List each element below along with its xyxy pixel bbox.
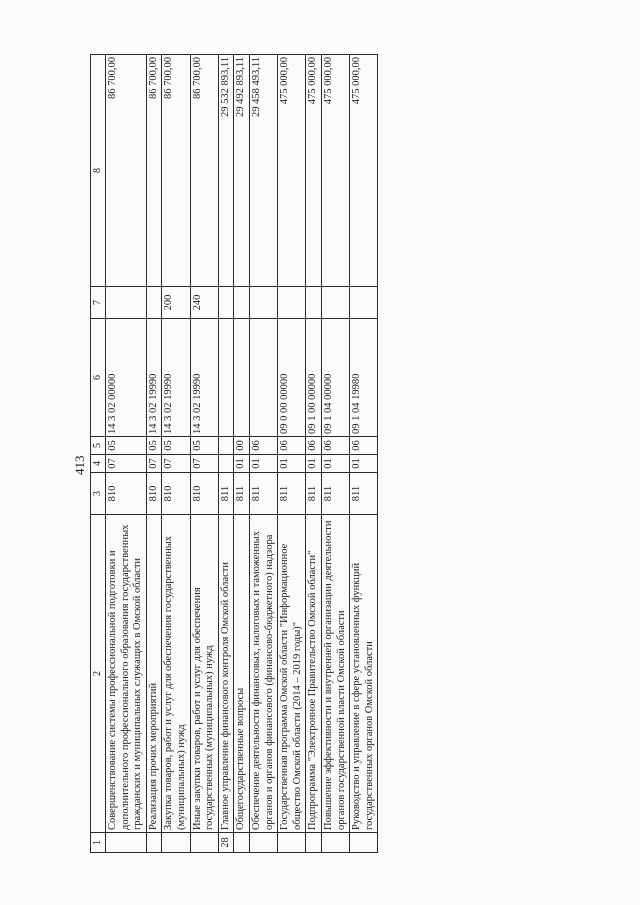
- cell-c4: 01: [234, 455, 250, 473]
- cell-c7: [321, 287, 349, 319]
- cell-c7: [106, 287, 147, 319]
- table-row: [321, 55, 349, 853]
- table-row: [106, 55, 147, 853]
- cell-c3: 810: [106, 473, 147, 515]
- cell-num: [146, 833, 162, 853]
- cell-name: Обеспечение деятельности финансовых, налоговых и таможенных органов и органов финансового (финансово-бюджетного) надзора: [249, 515, 277, 833]
- cell-num: [278, 833, 306, 853]
- cell-c5: 06: [306, 437, 322, 455]
- cell-num: [190, 833, 218, 853]
- table-row: [190, 55, 218, 853]
- cell-c6: 09 1 00 00000: [306, 319, 322, 437]
- cell-c3: 811: [350, 473, 378, 515]
- cell-name: Повышение эффективности и внутренней организации деятельности органов государственной власти Омской области: [321, 515, 349, 833]
- cell-c4: 01: [278, 455, 306, 473]
- cell-c8: 86 700,00: [162, 55, 190, 287]
- column-header: 6: [91, 319, 106, 437]
- column-header: 3: [91, 473, 106, 515]
- cell-name: Иные закупки товаров, работ и услуг для обеспечения государственных (муниципальных) нужд: [190, 515, 218, 833]
- cell-c3: 811: [218, 473, 234, 515]
- cell-c4: 07: [146, 455, 162, 473]
- cell-c6: 14 3 02 19990: [162, 319, 190, 437]
- table-row: [234, 55, 250, 853]
- cell-c4: 01: [306, 455, 322, 473]
- column-header: 7: [91, 287, 106, 319]
- cell-c6: 14 3 02 19990: [190, 319, 218, 437]
- table-row: [162, 55, 190, 853]
- cell-c7: [146, 287, 162, 319]
- cell-c5: 06: [350, 437, 378, 455]
- cell-name: Руководство и управление в сфере установленных функций государственных органов Омской области: [350, 515, 378, 833]
- cell-c3: 811: [321, 473, 349, 515]
- cell-c7: [249, 287, 277, 319]
- cell-c3: 811: [234, 473, 250, 515]
- table-row: [218, 55, 234, 853]
- cell-c6: [249, 319, 277, 437]
- cell-name: Реализация прочих мероприятий: [146, 515, 162, 833]
- cell-c5: 05: [106, 437, 147, 455]
- cell-c6: [234, 319, 250, 437]
- cell-c3: 811: [249, 473, 277, 515]
- cell-num: [306, 833, 322, 853]
- table-row: [350, 55, 378, 853]
- cell-c3: 810: [146, 473, 162, 515]
- page-number: 413: [72, 455, 87, 475]
- cell-c4: 01: [321, 455, 349, 473]
- column-header: 4: [91, 455, 106, 473]
- cell-c5: 05: [146, 437, 162, 455]
- cell-c6: [218, 319, 234, 437]
- cell-c5: 06: [278, 437, 306, 455]
- cell-c7: 200: [162, 287, 190, 319]
- budget-table: [90, 54, 378, 853]
- cell-c7: [350, 287, 378, 319]
- table-row: [249, 55, 277, 853]
- cell-c8: 29 532 893,11: [218, 55, 234, 287]
- cell-c3: 811: [306, 473, 322, 515]
- cell-c8: 475 000,00: [321, 55, 349, 287]
- cell-c8: 475 000,00: [306, 55, 322, 287]
- cell-c4: 01: [350, 455, 378, 473]
- table-row: [278, 55, 306, 853]
- cell-c5: [218, 437, 234, 455]
- cell-name: Совершенствование системы профессиональной подготовки и дополнительного профессионального образования государственных гражданских и муниципальных служащих в Омской области: [106, 515, 147, 833]
- cell-name: Государственная программа Омской области "Информационное общество Омской области (2014 – 2019 годы)": [278, 515, 306, 833]
- cell-c8: 475 000,00: [278, 55, 306, 287]
- cell-c4: 01: [249, 455, 277, 473]
- column-header: 2: [91, 515, 106, 833]
- column-header: 1: [91, 833, 106, 853]
- cell-c7: [306, 287, 322, 319]
- cell-num: [234, 833, 250, 853]
- cell-c6: 09 1 04 00000: [321, 319, 349, 437]
- cell-c8: 86 700,00: [106, 55, 147, 287]
- cell-c4: 07: [190, 455, 218, 473]
- cell-c4: [218, 455, 234, 473]
- cell-c6: 09 0 00 00000: [278, 319, 306, 437]
- cell-c8: 475 000,00: [350, 55, 378, 287]
- cell-c4: 07: [162, 455, 190, 473]
- header-row: [91, 55, 106, 853]
- cell-num: [321, 833, 349, 853]
- cell-c6: 14 3 02 00000: [106, 319, 147, 437]
- cell-num: [350, 833, 378, 853]
- cell-c6: 14 3 02 19990: [146, 319, 162, 437]
- cell-c5: 00: [234, 437, 250, 455]
- cell-name: Подпрограмма "Электронное Правительство Омской области": [306, 515, 322, 833]
- cell-num: [162, 833, 190, 853]
- cell-name: Общегосударственные вопросы: [234, 515, 250, 833]
- cell-c7: [218, 287, 234, 319]
- cell-c7: 240: [190, 287, 218, 319]
- column-header: 5: [91, 437, 106, 455]
- cell-name: Главное управление финансового контроля Омской области: [218, 515, 234, 833]
- cell-c5: 06: [321, 437, 349, 455]
- cell-c6: 09 1 04 19980: [350, 319, 378, 437]
- cell-c7: [234, 287, 250, 319]
- cell-c3: 811: [278, 473, 306, 515]
- cell-c5: 05: [162, 437, 190, 455]
- table-row: [306, 55, 322, 853]
- cell-name: Закупка товаров, работ и услуг для обеспечения государственных (муниципальных) нужд: [162, 515, 190, 833]
- cell-c7: [278, 287, 306, 319]
- cell-c8: 86 700,00: [190, 55, 218, 287]
- cell-num: [106, 833, 147, 853]
- cell-c3: 810: [190, 473, 218, 515]
- table-row: [146, 55, 162, 853]
- cell-c8: 86 700,00: [146, 55, 162, 287]
- cell-c3: 810: [162, 473, 190, 515]
- cell-c8: 29 492 893,11: [234, 55, 250, 287]
- cell-c8: 29 458 493,11: [249, 55, 277, 287]
- cell-num: [249, 833, 277, 853]
- cell-num: 28: [218, 833, 234, 853]
- cell-c4: 07: [106, 455, 147, 473]
- column-header: 8: [91, 55, 106, 287]
- cell-c5: 05: [190, 437, 218, 455]
- cell-c5: 06: [249, 437, 277, 455]
